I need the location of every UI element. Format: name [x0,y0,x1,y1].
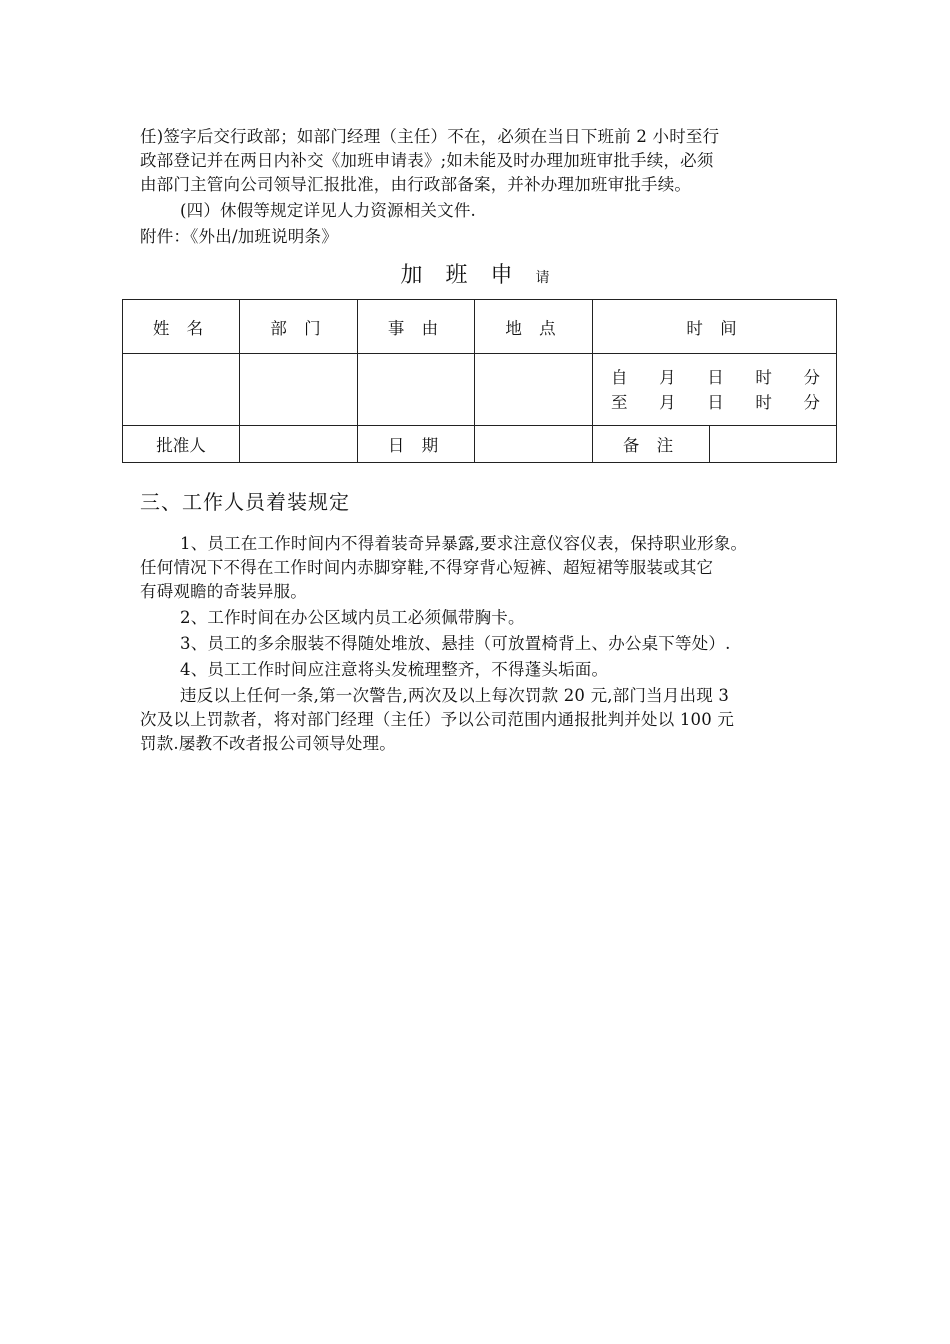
paragraph-line: 政部登记并在两日内补交《加班申请表》;如未能及时办理加班审批手续，必须 [140,151,714,170]
rule-line: 2、工作时间在办公区域内员工必须佩带胸卡。 [180,608,525,627]
month-label: 月 [659,392,676,412]
time-from-label: 自 [611,367,628,387]
rule-line: 1、员工在工作时间内不得着装奇异暴露,要求注意仪容仪表，保持职业形象。 [180,534,748,553]
header-name: 姓 名 [123,300,240,354]
attachment-line: 附件：《外出/加班说明条》 [140,227,338,246]
approver-cell[interactable] [240,426,358,463]
time-cell[interactable] [593,354,837,426]
date-cell[interactable] [475,426,593,463]
day-label: 日 [707,392,724,412]
header-location: 地 点 [475,300,593,354]
hour-label: 时 [755,367,772,387]
department-cell[interactable] [240,354,358,426]
paragraph-line: 由部门主管向公司领导汇报批准，由行政部备案，并补办理加班审批手续。 [140,175,692,194]
section-title: 三、工作人员着装规定 [140,490,350,514]
paragraph-line: 任)签字后交行政部；如部门经理（主任）不在，必须在当日下班前 2 小时至行 [140,127,720,146]
form-title [0,258,950,289]
rule-line: 3、员工的多余服装不得随处堆放、悬挂（可放置椅背上、办公桌下等处）. [180,634,731,653]
header-reason: 事 由 [358,300,475,354]
rule-line: 4、员工工作时间应注意将头发梳理整齐，不得蓬头垢面。 [180,660,609,679]
date-label: 日 期 [358,426,475,463]
hour-label: 时 [755,392,772,412]
remark-label: 备 注 [593,426,710,463]
form-title-small: 请 [535,270,550,286]
rule-line: 任何情况下不得在工作时间内赤脚穿鞋,不得穿背心短裤、超短裙等服装或其它 [140,558,714,577]
day-label: 日 [707,367,724,387]
time-to-label: 至 [611,392,628,412]
overtime-application-form [122,299,837,463]
time-from-line [593,365,836,390]
remark-cell[interactable] [710,426,837,463]
penalty-line: 罚款.屡教不改者报公司领导处理。 [140,734,396,753]
penalty-line: 次及以上罚款者，将对部门经理（主任）予以公司范围内通报批判并处以 100 元 [140,710,735,729]
form-entry-row [123,354,837,426]
paragraph-line: (四）休假等规定详见人力资源相关文件. [180,201,476,220]
month-label: 月 [659,367,676,387]
approver-label: 批准人 [123,426,240,463]
form-approval-row [123,426,837,463]
penalty-line: 违反以上任何一条,第一次警告,两次及以上每次罚款 20 元,部门当月出现 3 [180,686,730,705]
form-header-row [123,300,837,354]
form-title-main: 加 班 申 [400,263,521,288]
minute-label: 分 [803,392,820,412]
header-time: 时 间 [593,300,837,354]
rule-line: 有碍观瞻的奇装异服。 [140,582,307,601]
time-to-line [593,390,836,415]
header-department: 部 门 [240,300,358,354]
name-cell[interactable] [123,354,240,426]
location-cell[interactable] [475,354,593,426]
minute-label: 分 [803,367,820,387]
reason-cell[interactable] [358,354,475,426]
